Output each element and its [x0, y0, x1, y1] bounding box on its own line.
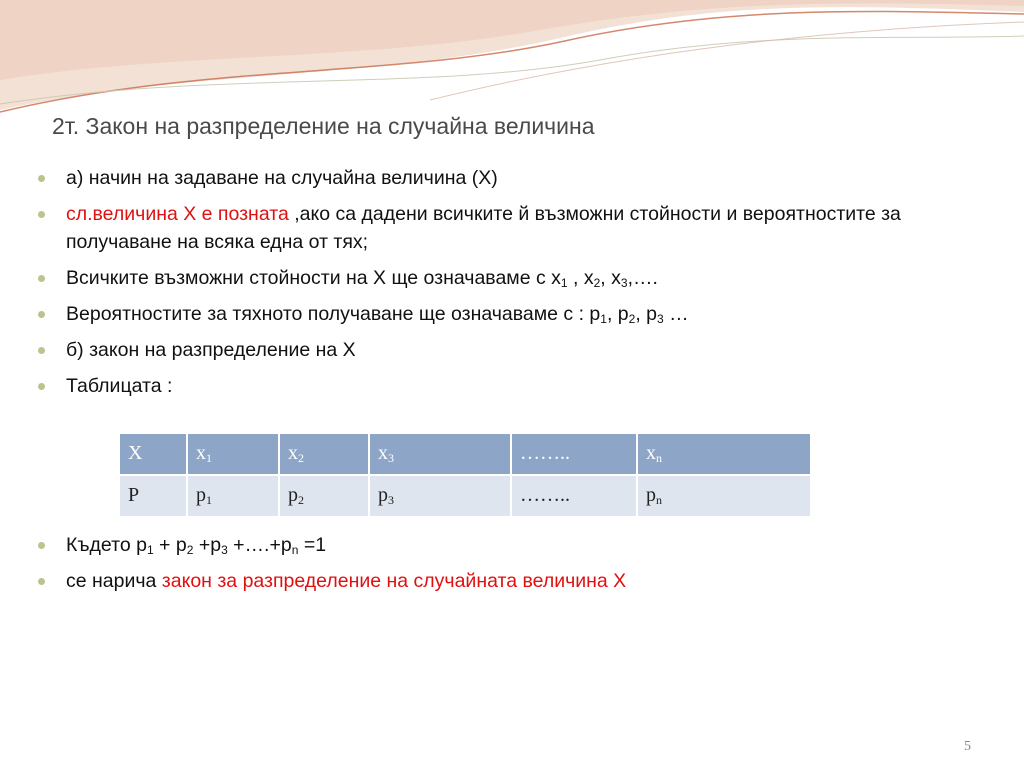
- slide-title: 2т. Закон на разпределение на случайна величина: [52, 113, 595, 139]
- bullet-item: [38, 531, 988, 559]
- subscript: 3: [657, 312, 664, 326]
- bullet-dot-icon: [38, 347, 45, 354]
- table-header-cell: ……..: [511, 433, 637, 475]
- table-cell: P: [119, 475, 187, 517]
- bullet-text: Вероятностите за тяхното получаване ще означаваме с : p: [66, 303, 601, 325]
- bullet-text: ,….: [627, 267, 658, 289]
- bullet-text: =1: [298, 534, 327, 556]
- table-cell: p1: [187, 475, 279, 517]
- table-cell: pn: [637, 475, 811, 517]
- bullet-text: Таблицата :: [66, 375, 173, 397]
- subscript: 2: [593, 276, 601, 290]
- table-header-cell: xn: [637, 433, 811, 475]
- bullet-item: [38, 264, 988, 292]
- subscript: 1: [600, 312, 607, 326]
- table-header-cell: x2: [279, 433, 369, 475]
- bullet-item: [38, 567, 988, 595]
- subscript: 1: [146, 543, 154, 557]
- subscript: 2: [628, 312, 636, 326]
- bullet-text: б) закон на разпределение на X: [66, 339, 356, 361]
- distribution-table: [118, 432, 812, 518]
- bullet-text: , x: [567, 267, 594, 289]
- table-row: [119, 475, 811, 517]
- bullet-red-text: сл.величина X е позната: [66, 203, 289, 225]
- bullet-text: а) начин на задаване на случайна величина (X): [66, 167, 498, 189]
- bullet-text: , p: [635, 303, 658, 325]
- bullet-text: Където p: [66, 534, 147, 556]
- bullet-dot-icon: [38, 542, 45, 549]
- bullet-item: [38, 164, 988, 192]
- bullet-list: [38, 164, 988, 408]
- table-header-cell: x1: [187, 433, 279, 475]
- bullet-text: ,ако са дадени всичките й възможни стойности и вероятностите за получаване на всяка една от тях;: [66, 203, 901, 253]
- subscript: 1: [560, 276, 568, 290]
- table-header-row: [119, 433, 811, 475]
- bullet-item: [38, 300, 988, 328]
- bullet-text: Всичките възможни стойности на X ще означаваме с x: [66, 267, 561, 289]
- bullet-item: [38, 336, 988, 364]
- bullet-dot-icon: [38, 275, 45, 282]
- table-header-cell: X: [119, 433, 187, 475]
- bullet-text: + p: [153, 534, 187, 556]
- bullet-dot-icon: [38, 175, 45, 182]
- table-cell: ……..: [511, 475, 637, 517]
- bullet-item: [38, 200, 988, 256]
- bullet-text: +….+p: [227, 534, 292, 556]
- table-header-cell: x3: [369, 433, 511, 475]
- bullet-text: …: [663, 303, 689, 325]
- subscript: 3: [221, 543, 228, 557]
- bullet-dot-icon: [38, 311, 45, 318]
- page-number: 5: [964, 739, 971, 754]
- subscript: n: [291, 543, 299, 557]
- table-cell: p2: [279, 475, 369, 517]
- bullet-dot-icon: [38, 211, 45, 218]
- bullet-text: , p: [606, 303, 629, 325]
- table-cell: p3: [369, 475, 511, 517]
- bullet-dot-icon: [38, 383, 45, 390]
- bottom-bullet-list: [38, 531, 988, 603]
- bullet-red-text: закон за разпределение на случайната величина X: [161, 570, 627, 592]
- bullet-text: се нарича: [66, 570, 162, 592]
- bullet-item: [38, 372, 988, 400]
- subscript: 2: [186, 543, 194, 557]
- bullet-dot-icon: [38, 578, 45, 585]
- bullet-text: +p: [193, 534, 222, 556]
- decorative-swoosh: [0, 0, 1024, 120]
- bullet-text: , x: [600, 267, 621, 289]
- subscript: 3: [620, 276, 628, 290]
